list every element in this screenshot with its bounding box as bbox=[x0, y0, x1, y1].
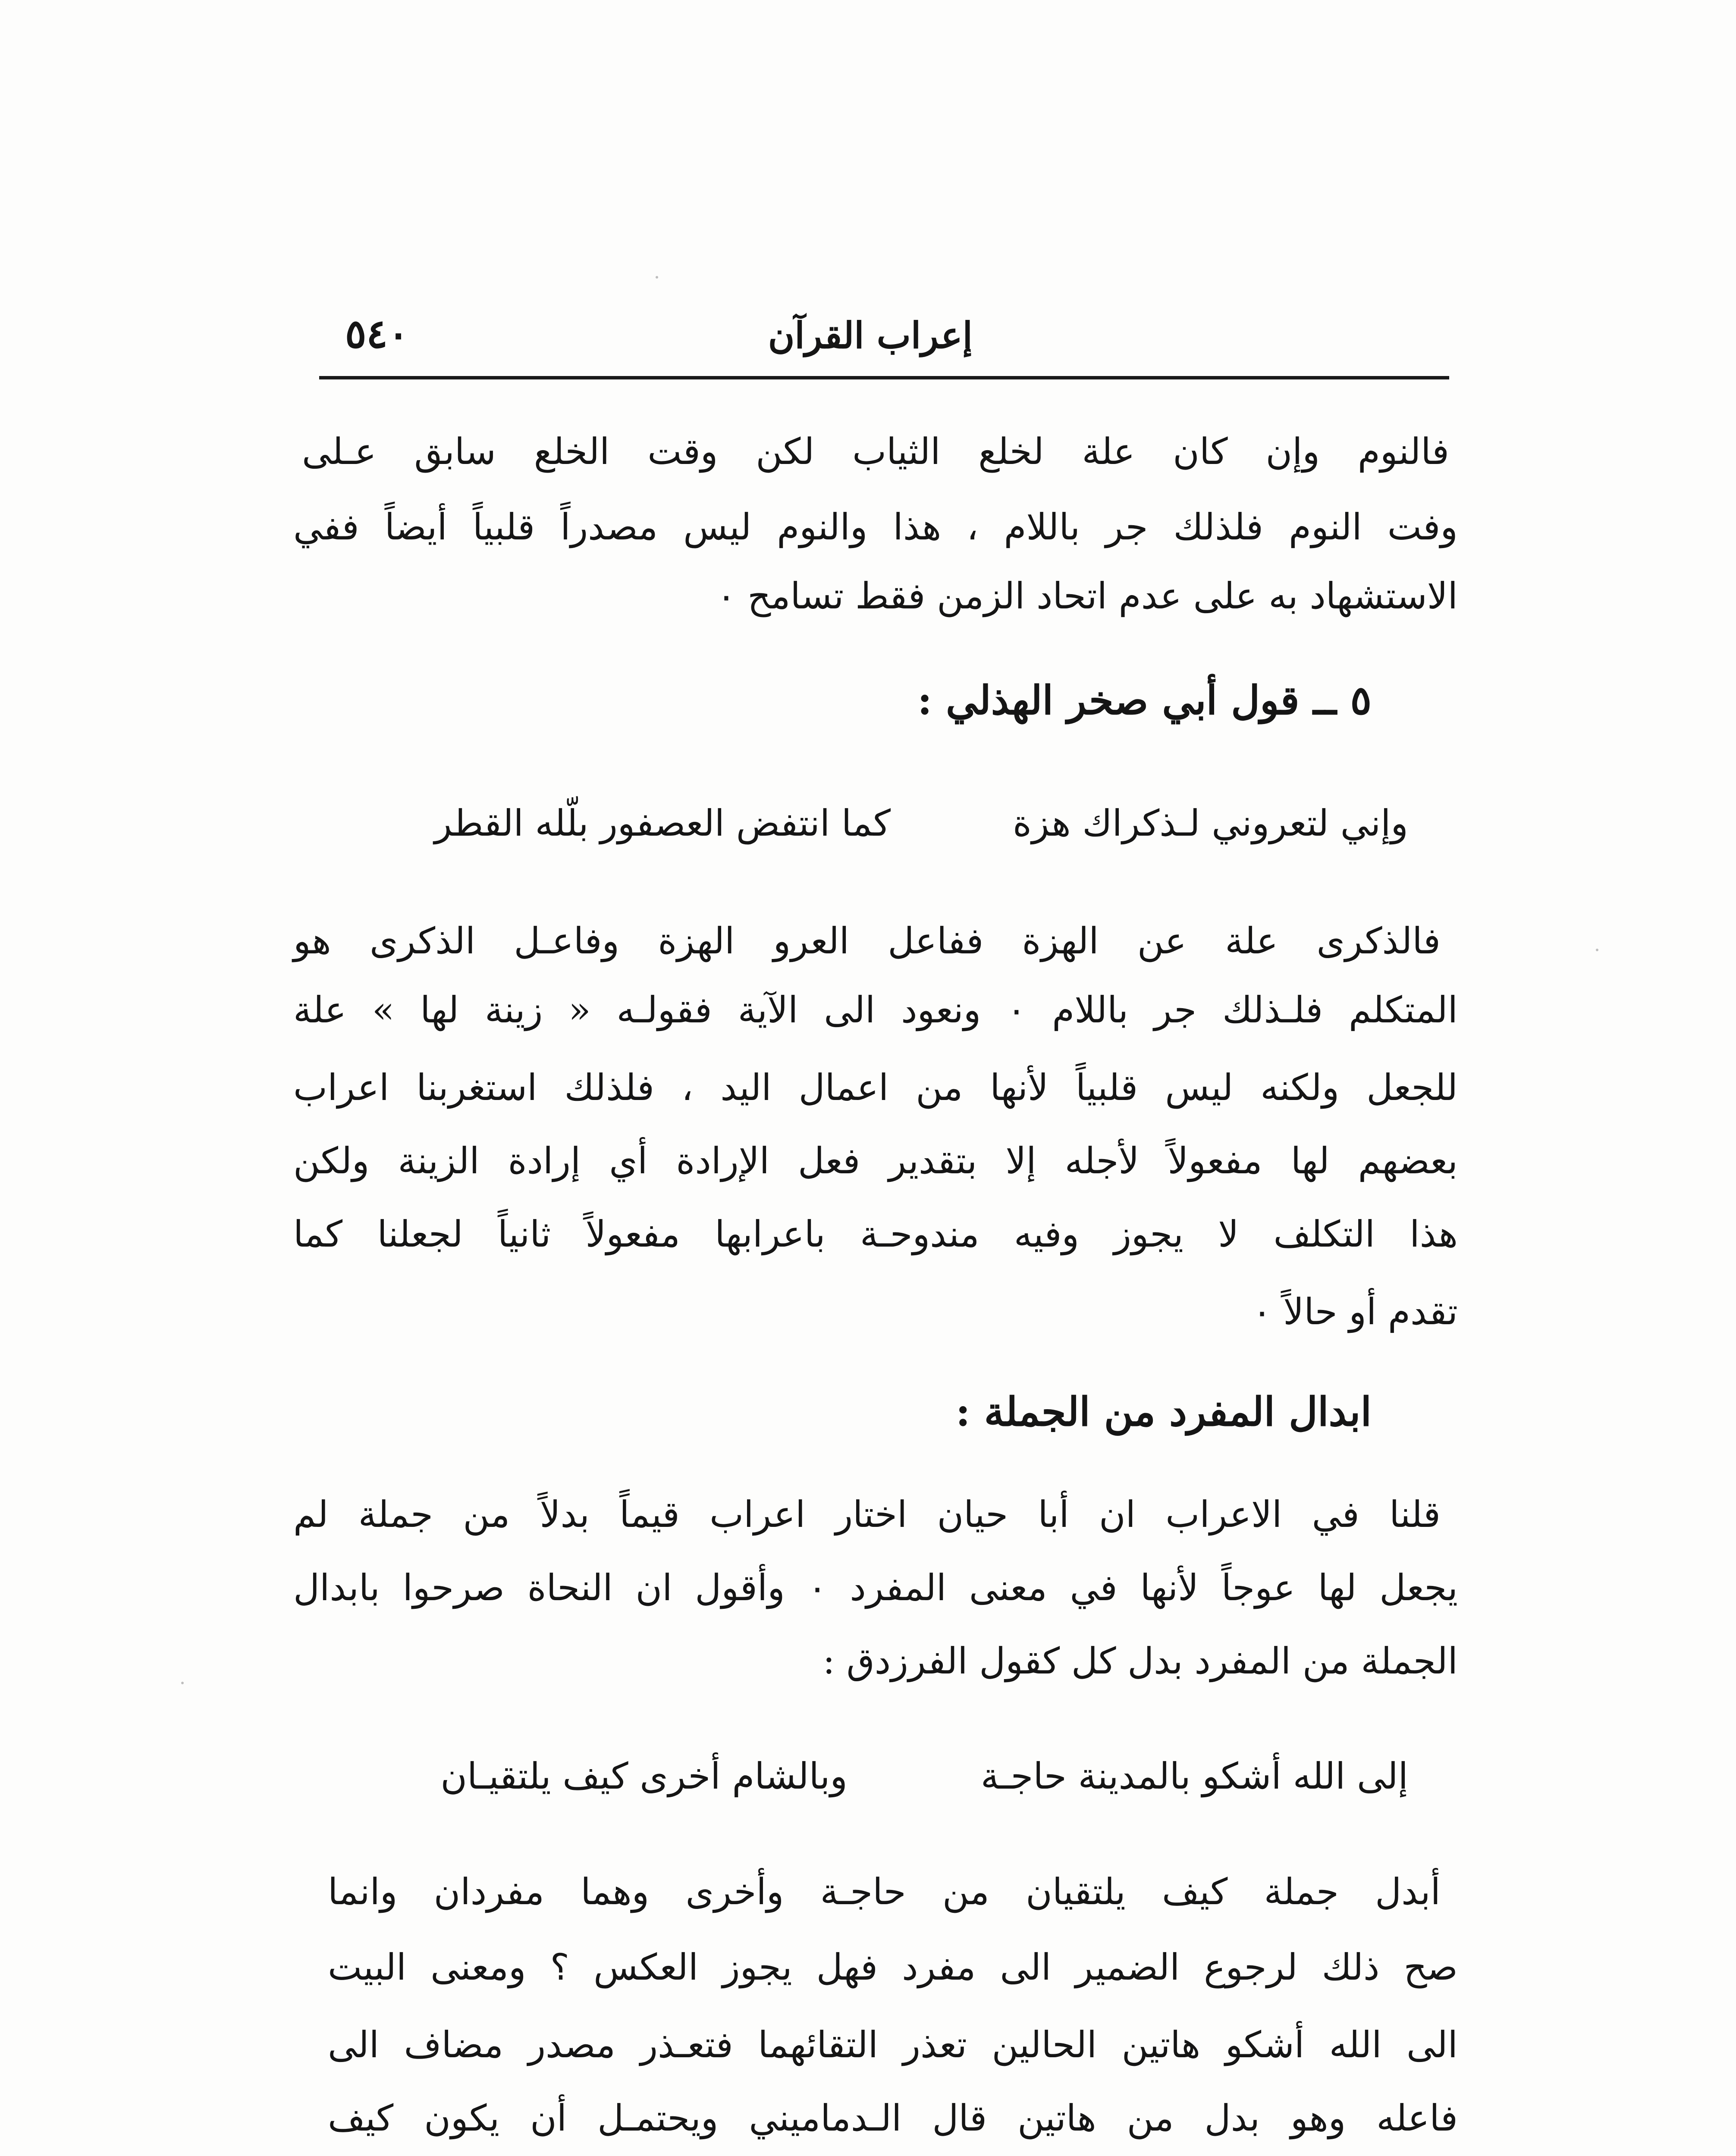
running-header bbox=[319, 302, 1449, 375]
book-title: إعراب القرآن bbox=[768, 314, 973, 357]
text-line: المتكلم فلـذلك جر باللام ٠ ونعود الى الآية فقولـه « زينة لها » علة bbox=[293, 989, 1458, 1031]
verse-hemistich-right: وإني لتعروني لـذكراك هزة bbox=[1012, 802, 1408, 844]
text-line: هذا التكلف لا يجوز وفيه مندوحـة باعرابها مفعولاً ثانياً لجعلنا كما bbox=[293, 1213, 1458, 1255]
scan-speck bbox=[181, 1682, 184, 1684]
text-line: للجعل ولكنه ليس قلبياً لأنها من اعمال اليد ، فلذلك استغربنا اعراب bbox=[293, 1066, 1458, 1109]
verse-hemistich-left: كما انتفض العصفور بلّله القطر bbox=[434, 802, 891, 844]
text-line: بعضهم لها مفعولاً لأجله إلا بتقدير فعل الإرادة أي إرادة الزينة ولكن bbox=[293, 1140, 1458, 1182]
header-rule bbox=[319, 376, 1449, 379]
section-heading: ابدال المفرد من الجملة : bbox=[955, 1388, 1372, 1435]
verse-hemistich-right: إلى الله أشكو بالمدينة حاجـة bbox=[980, 1755, 1408, 1797]
text-line: وفت النوم فلذلك جر باللام ، هذا والنوم ليس مصدراً قلبياً أيضاً ففي bbox=[293, 506, 1458, 548]
scan-speck bbox=[1596, 949, 1598, 951]
text-line: يجعل لها عوجاً لأنها في معنى المفرد ٠ وأقول ان النحاة صرحوا بابدال bbox=[293, 1567, 1458, 1609]
text-line: فاعله وهو بدل من هاتين قال الـدماميني ويحتمـل أن يكون كيف bbox=[328, 2097, 1458, 2139]
text-line: صح ذلك لرجوع الضمير الى مفرد فهل يجوز العكس ؟ ومعنى البيت bbox=[328, 1946, 1458, 1988]
scan-speck bbox=[656, 276, 658, 279]
text-line: الجملة من المفرد بدل كل كقول الفرزدق : bbox=[822, 1640, 1458, 1682]
text-line: أبدل جملة كيف يلتقيان من حاجـة وأخرى وهما مفردان وانما bbox=[328, 1871, 1441, 1913]
page-number: ٥٤٠ bbox=[345, 310, 409, 357]
text-line: تقدم أو حالاً ٠ bbox=[1252, 1291, 1458, 1333]
text-line: قلنا في الاعراب ان أبا حيان اختار اعراب قيماً بدلاً من جملة لم bbox=[293, 1493, 1441, 1536]
text-line: فالنوم وإن كان علة لخلع الثياب لكن وقت الخلع سابق عـلى bbox=[302, 430, 1449, 473]
text-line: فالذكرى علة عن الهزة ففاعل العرو الهزة وفاعـل الذكرى هو bbox=[293, 920, 1441, 962]
text-line: الى الله أشكو هاتين الحالين تعذر التقائهما فتعـذر مصدر مضاف الى bbox=[328, 2024, 1458, 2066]
text-line: الاستشهاد به على عدم اتحاد الزمن فقط تسامح ٠ bbox=[716, 575, 1458, 617]
verse-hemistich-left: وبالشام أخرى كيف يلتقيـان bbox=[440, 1755, 848, 1797]
section-heading: ٥ ــ قول أبي صخر الهذلي : bbox=[917, 677, 1372, 724]
